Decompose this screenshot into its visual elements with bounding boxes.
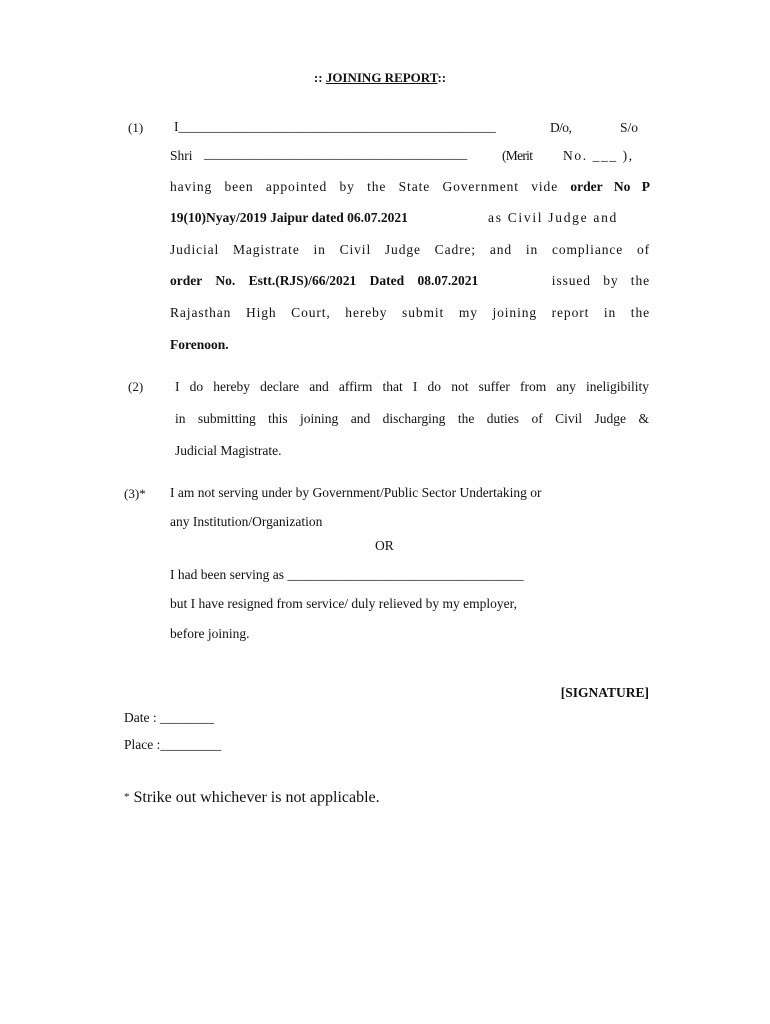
- para-1-line-6: [170, 273, 650, 289]
- para-1-so: S/o: [620, 120, 639, 135]
- para-1-forenoon: Forenoon.: [170, 337, 229, 352]
- para-1-line-6-text: issued by the: [551, 273, 650, 288]
- order-ref-1: order No P: [570, 179, 650, 194]
- order-ref-1-date: 19(10)Nyay/2019 Jaipur dated 06.07.2021: [170, 210, 408, 225]
- para-1-line-3-text: having been appointed by the State Government vide: [170, 179, 559, 194]
- para-3-line-2: any Institution/Organization: [170, 514, 323, 529]
- para-1-do: D/o,: [550, 120, 572, 135]
- para-1-name-blank: I_______________________________________________: [174, 119, 496, 134]
- para-2-line-3: Judicial Magistrate.: [175, 443, 282, 458]
- footnote: [124, 789, 380, 807]
- para-2-line-2: in submitting this joining and discharging the duties of Civil Judge &: [175, 411, 649, 426]
- para-1-line-7: Rajasthan High Court, hereby submit my joining report in the: [170, 305, 650, 320]
- title-prefix: ::: [313, 70, 323, 85]
- para-1-line-4-text: as Civil Judge and: [488, 210, 618, 225]
- para-2-number: (2): [128, 379, 144, 394]
- signature-label: [SIGNATURE]: [560, 685, 649, 700]
- para-1-merit-no: No. ___ ),: [563, 148, 634, 163]
- para-3-number: (3)*: [124, 486, 146, 501]
- para-1-line-5: Judicial Magistrate in Civil Judge Cadre; and in compliance of: [170, 242, 650, 257]
- footnote-star: *: [124, 791, 130, 803]
- para-3-line-4: but I have resigned from service/ duly relieved by my employer,: [170, 596, 517, 611]
- para-1-number: (1): [128, 120, 144, 135]
- para-3-or: OR: [375, 538, 394, 553]
- para-1-merit: (Merit: [502, 148, 533, 163]
- para-2-line-1: I do hereby declare and affirm that I do not suffer from any ineligibility: [175, 379, 649, 394]
- title-text: JOINING REPORT: [325, 70, 438, 85]
- para-1-line-4: [170, 210, 650, 226]
- para-3-line-3: I had been serving as ___________________________________: [170, 567, 524, 582]
- para-1-shri: Shri: [170, 148, 193, 163]
- page-title: [0, 70, 760, 86]
- para-3-line-5: before joining.: [170, 626, 250, 641]
- date-line: Date : ________: [124, 710, 214, 725]
- para-1-father-blank: _______________________________________: [204, 146, 468, 161]
- footnote-text: Strike out whichever is not applicable.: [133, 789, 380, 806]
- para-1-line-3: [170, 179, 650, 195]
- order-ref-2: order No. Estt.(RJS)/66/2021 Dated 08.07.2021: [170, 273, 479, 288]
- place-line: Place :_________: [124, 737, 222, 752]
- title-suffix: ::: [437, 70, 447, 85]
- para-3-line-1: I am not serving under by Government/Public Sector Undertaking or: [170, 485, 542, 500]
